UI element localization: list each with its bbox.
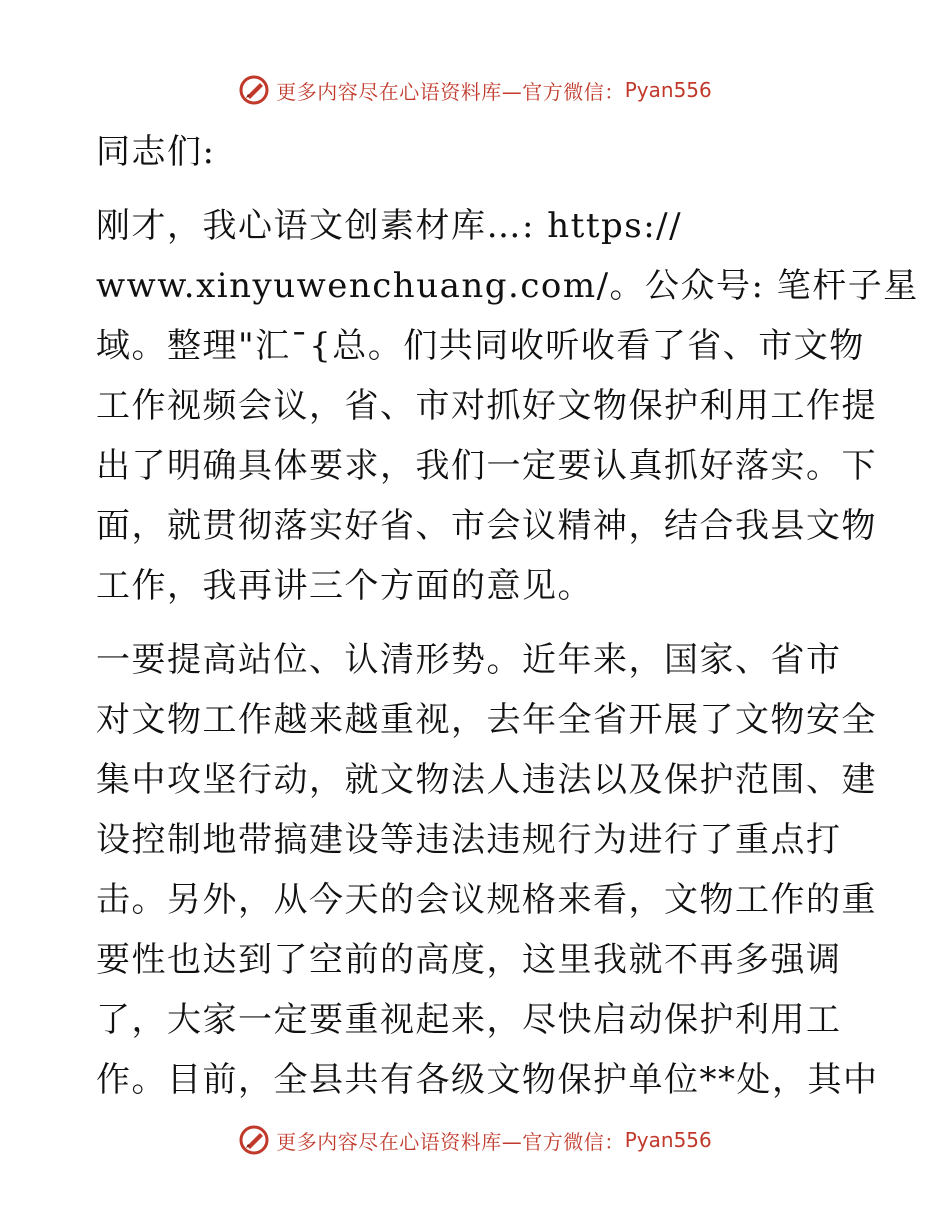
paragraph-line: 工作，我再讲三个方面的意见。 (96, 566, 593, 606)
paragraph-line: 击。另外，从今天的会议规格来看，文物工作的重 (96, 880, 877, 920)
header-wechat-id: Pyan556 (624, 78, 712, 102)
document-body (96, 122, 919, 1110)
header-watermark-banner (0, 70, 950, 110)
paragraph-line: 出了明确具体要求，我们一定要认真抓好落实。下 (96, 446, 877, 486)
paragraph-line: 作。目前，全县共有各级文物保护单位**处，其中 (96, 1060, 879, 1100)
paragraph-line: 要性也达到了空前的高度，这里我就不再多强调 (96, 940, 842, 980)
paragraph-2 (96, 630, 879, 1110)
paragraph-line: 了，大家一定要重视起来，尽快启动保护利用工 (96, 1000, 842, 1040)
paragraph-line: 面，就贯彻落实好省、市会议精神，结合我县文物 (96, 506, 877, 546)
paragraph-line: 一要提高站位、认清形势。近年来，国家、省市 (96, 640, 842, 680)
header-watermark-text: 更多内容尽在心语资料库—官方微信： (276, 79, 625, 104)
paragraph-line: 工作视频会议，省、市对抓好文物保护利用工作提 (96, 386, 877, 426)
salutation: 同志们: (96, 132, 216, 172)
footer-watermark-text: 更多内容尽在心语资料库—官方微信： (276, 1129, 625, 1154)
paragraph-line: www.xinyuwenchuang.com/。公众号: 笔杆子星 (96, 266, 919, 306)
paragraph-line: 集中攻坚行动，就文物法人违法以及保护范围、建 (96, 760, 877, 800)
footer-wechat-id: Pyan556 (624, 1128, 712, 1152)
footer-watermark-banner (0, 1120, 950, 1160)
paragraph-line: 刚才，我心语文创素材库…: https:// (96, 206, 683, 246)
pen-logo-icon (238, 74, 270, 106)
paragraph-line: 设控制地带搞建设等违法违规行为进行了重点打 (96, 820, 842, 860)
paragraph-line: 域。整理"汇¯{总。们共同收听收看了省、市文物 (96, 326, 865, 366)
paragraph-1 (96, 196, 919, 616)
paragraph-line: 对文物工作越来越重视，去年全省开展了文物安全 (96, 700, 877, 740)
pen-logo-icon (238, 1124, 270, 1156)
